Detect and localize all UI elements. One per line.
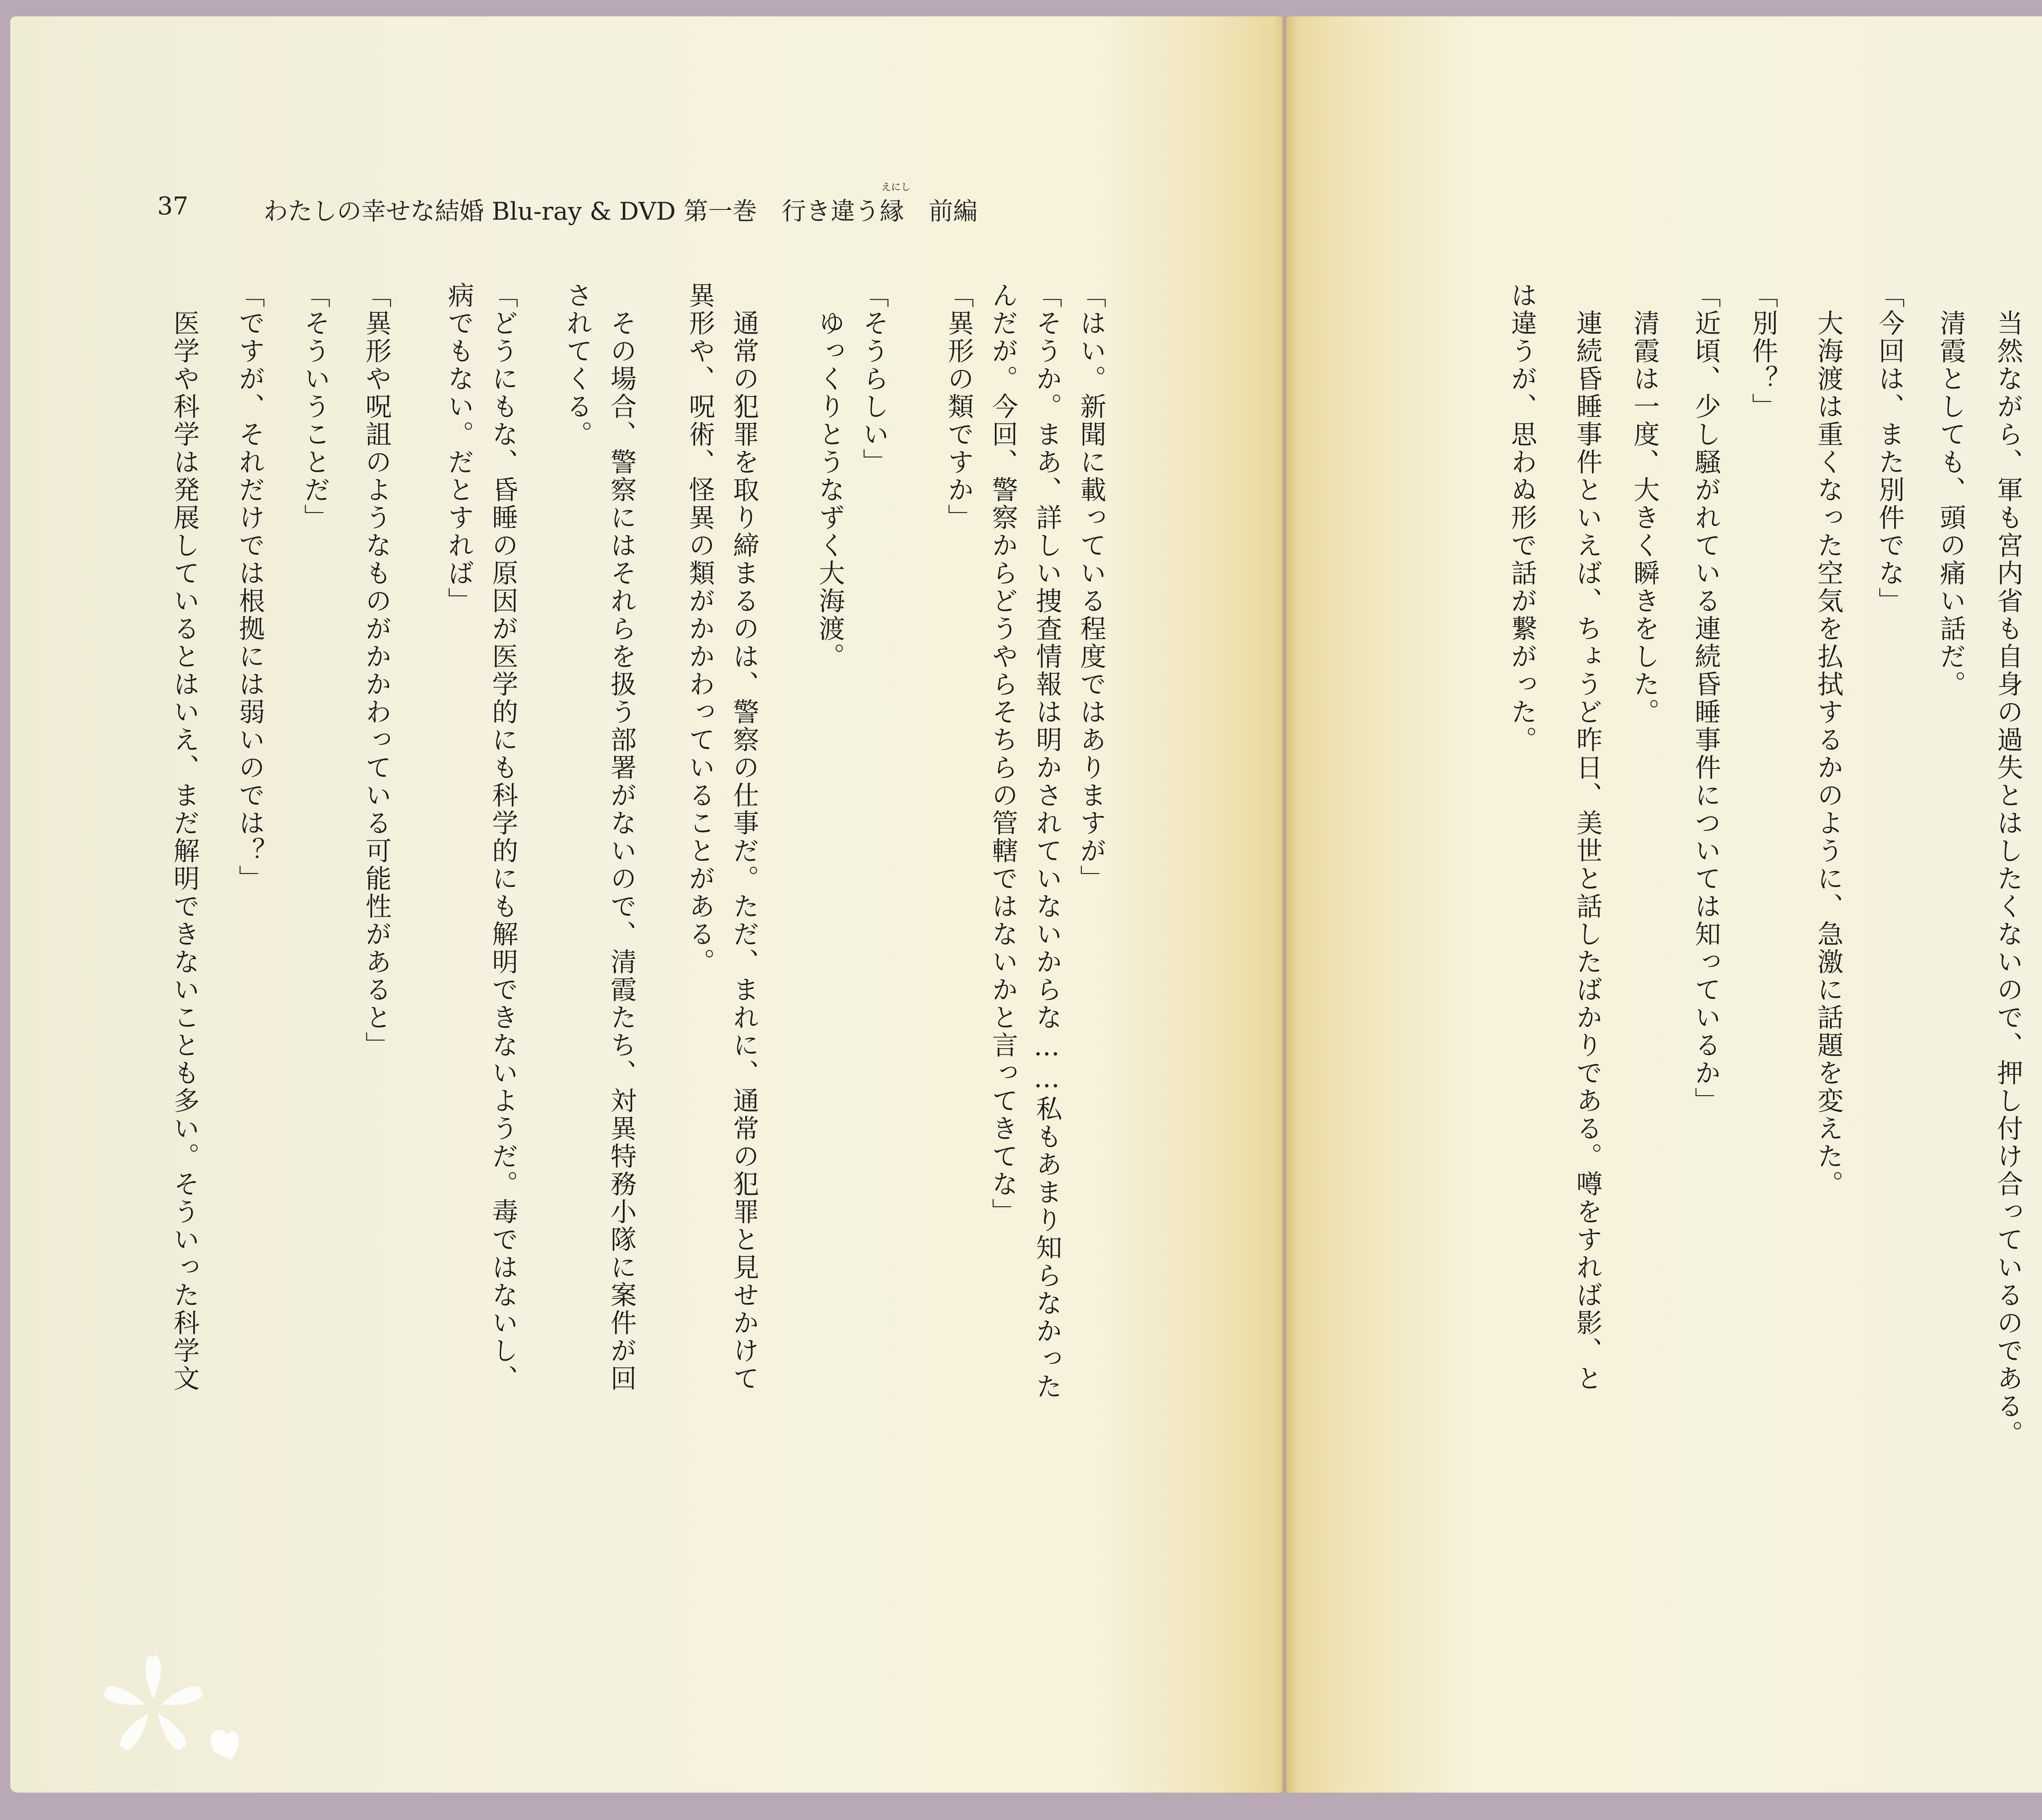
text-line: 「そうか。まあ、詳しい捜査情報は明かされていないからな……私もあまり知らなかった <box>1032 282 1062 1401</box>
text-line: 「ですが、それだけでは根拠には弱いのでは？」 <box>234 282 265 893</box>
right-page <box>1286 16 2042 1793</box>
text-line: 通常の犯罪を取り締まるのは、警察の仕事だ。ただ、まれに、通常の犯罪と見せかけて <box>729 282 759 1392</box>
text-line: 当然ながら、軍も宮内省も自身の過失とはしたくないので、押し付け合っているのである。 <box>1993 282 2023 1448</box>
text-line: 「今回は、また別件でな」 <box>1874 282 1904 615</box>
text-line: 連続昏睡事件といえば、ちょうど昨日、美世と話したばかりである。噂をすれば影、と <box>1572 282 1602 1392</box>
header-title: わたしの幸せな結婚 Blu-ray & DVD 第一巻 行き違う <box>263 197 880 226</box>
left-page <box>10 16 1282 1793</box>
header-suffix: 前編 <box>904 197 978 226</box>
text-line: その場合、警察にはそれらを扱う部署がないので、清霞たち、対異特務小隊に案件が回 <box>606 282 636 1392</box>
left-page-header <box>263 181 978 227</box>
text-line: 「別件？」 <box>1748 282 1778 421</box>
text-line: 「どうにもな、昏睡の原因が医学的にも科学的にも解明できないようだ。毒ではないし、 <box>488 282 518 1392</box>
text-line: 「はい。新聞に載っている程度ではありますが」 <box>1076 282 1106 893</box>
header-kanji: 縁 <box>879 197 904 226</box>
text-line: 清霞は一度、大きく瞬きをした。 <box>1629 282 1659 726</box>
text-line: は違うが、思わぬ形で話が繋がった。 <box>1507 282 1537 754</box>
text-line: 「そうらしい」 <box>858 282 889 476</box>
text-line: 清霞としても、頭の痛い話だ。 <box>1935 282 1966 698</box>
sakura-petal-icon <box>84 1642 255 1780</box>
text-line: んだが。今回、警察からどうやらそちらの管轄ではないかと言ってきてな」 <box>988 282 1018 1226</box>
text-line: 「異形や呪詛のようなものがかかわっている可能性があると」 <box>361 282 391 1059</box>
text-line: 「そういうことだ」 <box>300 282 330 532</box>
text-line: 異形や、呪術、怪異の類がかかわっていることがある。 <box>684 282 715 976</box>
header-ruby-text: えにし <box>881 181 911 193</box>
text-line: 「近頃、少し騒がれている連続昏睡事件については知っているか」 <box>1690 282 1721 1115</box>
text-line: 病でもない。だとすれば」 <box>444 282 474 615</box>
text-line: 大海渡は重くなった空気を払拭するかのように、急激に話題を変えた。 <box>1813 282 1843 1198</box>
text-line: 「異形の類ですか」 <box>943 282 974 532</box>
header-ruby-kanji <box>879 181 911 227</box>
text-line: 医学や科学は発展しているとはいえ、まだ解明できないことも多い。そういった科学文 <box>169 282 199 1392</box>
left-page-number: 37 <box>157 192 189 221</box>
text-line: されてくる。 <box>562 282 592 448</box>
book-spine <box>1274 16 1299 1793</box>
text-line: ゆっくりとうなずく大海渡。 <box>814 282 845 671</box>
